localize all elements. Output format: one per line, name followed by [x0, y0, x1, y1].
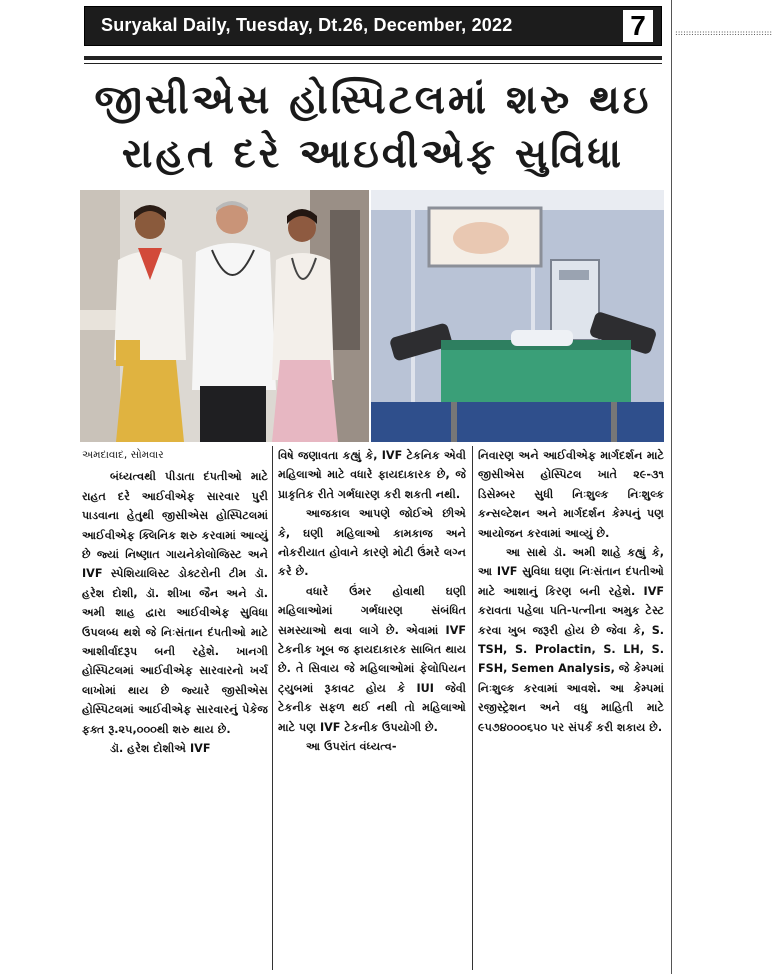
adjacent-column-edge — [671, 0, 772, 974]
article-column-3 — [478, 446, 664, 737]
adjacent-column-text: :::::::::::::::::::::::::::::::::::: — [675, 28, 772, 37]
col3-paragraph-1: નિવારણ અને આઈવીએફ માર્ગદર્શન માટે જીસીએસ હોસ્પિટલ ખાતે ૨૯-૩૧ ડિસેમ્બર સુધી નિઃશુલ્ક નિઃશુલ્ક કન્સલ્ટેશન અને માર્ગદર્શન કેમ્પનું પણ આયોજન કરવામાં આવ્યું છે. — [478, 449, 664, 540]
col1-paragraph-2: ડૉ. હરેશ દોશીએ IVF — [110, 742, 211, 756]
col3-paragraph-2: આ સાથે ડૉ. અમી શાહે કહ્યું કે, આ IVF સુવિધા ઘણા નિઃસંતાન દંપતીઓ માટે આશાનું કિરણ બની રહેશે. IVF કરાવતા પહેલા પતિ-પત્નીના અમુક ટેસ્ટ કરવા ખુબ જરૂરી હોય છે જેવા કે, S. TSH, S. Prolactin, S. LH, S. FSH, Semen Analysis, જે કેમ્પમાં નિઃશુલ્ક કરવામાં આવશે. આ કેમ્પમાં રજીસ્ટ્રેશન અને વધુ માહિતી માટે ૯૫૭૪૦૦૦૬૫૦ પર સંપર્ક કરી શકાય છે. — [478, 546, 664, 734]
col1-paragraph-1: બંધ્યત્વથી પીડાતા દંપતીઓ માટે રાહત દરે આઈવીએફ સારવાર પુરી પાડવાના હેતુથી જીસીએસ હોસ્પિટલમાં આઈવીએફ ક્લિનિક શરુ કરવામાં આવ્યું છે જ્યાં નિષ્ણાત ગાયનેકોલોજિસ્ટ અને IVF સ્પેશિયાલિસ્ટ ડોક્ટરોની ટીમ ડૉ. હરેશ દોશી, ડૉ. શીખા જૈન અને ડૉ. અમી શાહ દ્વારા આઈવીએફ સુવિધા ઉપલબ્ધ થશે જે નિઃસંતાન દંપતીઓ માટે આશીર્વાદરૂપ બની રહેશે. ખાનગી હોસ્પિટલમાં આઈવીએફ સારવારનો ખર્ચ લાખોમાં થાય છે જ્યારે જીસીએસ હોસ્પિટલમાં આઈવીએફ સારવારનું પેકેજ ફક્ત રૂ.૨૫,૦૦૦થી શરુ થાય છે. — [82, 470, 268, 736]
page-number: 7 — [623, 10, 653, 42]
col2-paragraph-1: વિષે જણાવતા કહ્યું કે, IVF ટેકનિક એવી મહિલાઓ માટે વધારે ફાયદાકારક છે, જે પ્રાકૃતિક રીતે ગર્ભધારણ કરી શકતી નથી. — [278, 449, 466, 501]
ivf-room-illustration — [371, 190, 664, 442]
article-column-2 — [278, 446, 466, 757]
masthead-bar — [84, 6, 662, 46]
column-divider-1 — [272, 446, 273, 970]
headline-line-1: જીસીએસ હોસ્પિટલમાં શરુ થઇ — [94, 77, 652, 123]
masthead-rule-thin — [84, 63, 662, 64]
masthead-title: Suryakal Daily, Tuesday, Dt.26, December, 2022 — [101, 15, 513, 35]
article-column-1 — [82, 446, 268, 759]
col2-paragraph-3: વધારે ઉંમર હોવાથી ઘણી મહિલાઓમાં ગર્ભધારણ સંબંધિત સમસ્યાઓ થવા લાગે છે. એવામાં IVF ટેકનીક ખૂબ જ ફાયદાકારક સાબિત થાય છે. તે સિવાય જે મહિલાઓમાં ફેલોપિયન ટ્યુબમાં રૂકાવટ હોય કે IUI જેવી ટેકનીક સફળ થઈ નથી તો મહિલાઓ માટે પણ IVF ટેકનીક ઉપયોગી છે. — [278, 584, 466, 734]
dateline: અમદાવાદ, સોમવાર — [82, 449, 164, 461]
col2-paragraph-4: આ ઉપરાંત વંધ્યત્વ- — [306, 740, 397, 754]
article-headline — [84, 74, 662, 182]
masthead-rule — [84, 56, 662, 60]
col2-paragraph-2: આજકાલ આપણે જોઈએ છીએ કે, ઘણી મહિલાઓ કામકાજ અને નોકરીયાત હોવાને કારણે મોટી ઉંમરે લગ્ન કરે છે. — [278, 507, 466, 579]
headline-line-2: રાહત દરે આઇવીએફ સુવિધા — [121, 131, 625, 177]
column-divider-2 — [472, 446, 473, 970]
ivf-room-photo — [371, 190, 664, 442]
adjacent-column-rule — [671, 0, 672, 974]
doctors-illustration — [80, 190, 369, 442]
doctors-photo — [80, 190, 369, 442]
